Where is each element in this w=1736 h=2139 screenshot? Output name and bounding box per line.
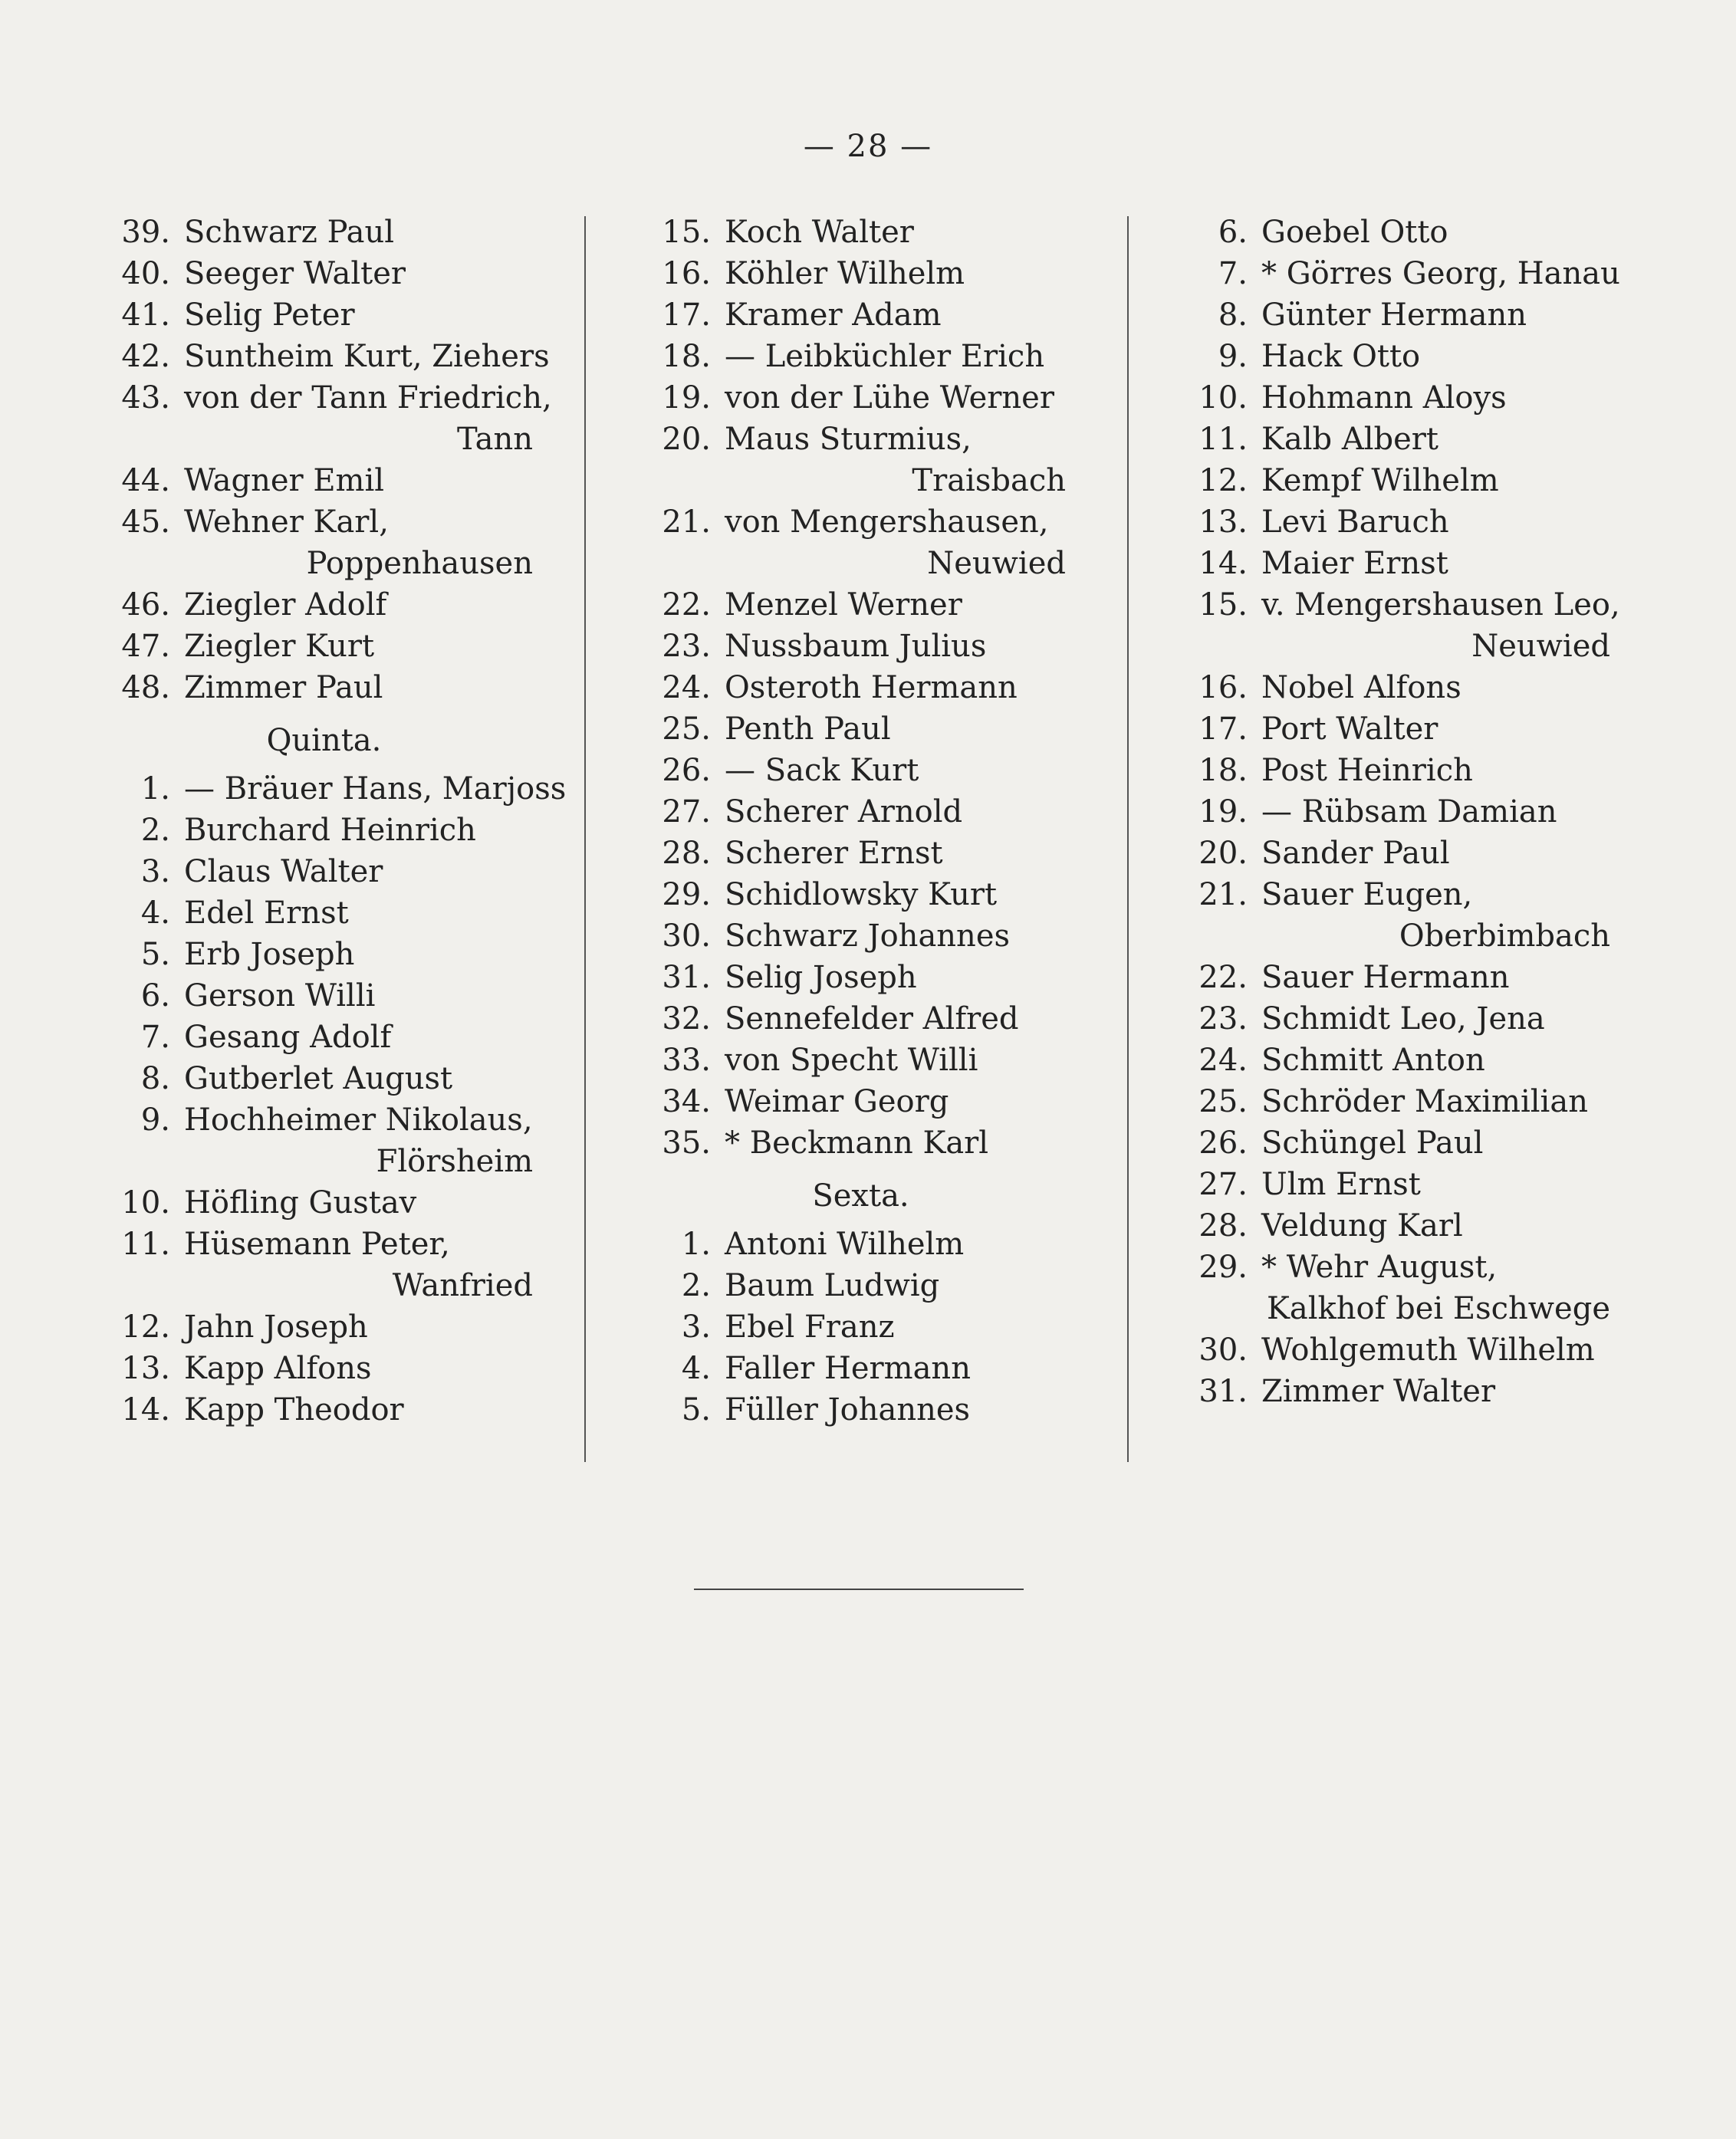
- list-item-name: Port Walter: [1261, 711, 1438, 747]
- list-item-number: 23.: [1198, 1001, 1248, 1037]
- list-item: [1192, 501, 1610, 543]
- list-item: [656, 667, 1066, 708]
- list-item-number: 27.: [1198, 1167, 1248, 1202]
- list-item-number: 2.: [681, 1268, 711, 1303]
- column-1-list-quinta: [115, 768, 567, 1431]
- list-item-number: 3.: [140, 854, 170, 889]
- list-item-number: 10.: [1198, 380, 1248, 416]
- list-item-number: 9.: [1218, 339, 1248, 374]
- list-item-number: 39.: [121, 215, 170, 250]
- list-item-name: Oberbimbach: [1399, 918, 1610, 954]
- list-item: [656, 501, 1066, 543]
- list-item-name: Schwarz Paul: [184, 215, 395, 250]
- list-item: [115, 1224, 533, 1265]
- list-item: [115, 892, 533, 934]
- list-item-number: 7.: [140, 1020, 170, 1055]
- list-item-name: Neuwied: [927, 546, 1066, 581]
- list-item-continuation: [656, 543, 1066, 584]
- list-item-name: * Görres Georg, Hanau: [1261, 256, 1620, 291]
- list-item-name: Maus Sturmius,: [725, 422, 972, 457]
- list-item-name: Nussbaum Julius: [725, 629, 987, 664]
- list-item-number: 27.: [662, 794, 711, 830]
- list-item-name: Suntheim Kurt, Ziehers: [184, 339, 550, 374]
- list-item-name: Koch Walter: [725, 215, 914, 250]
- list-item-number: 18.: [1198, 753, 1248, 788]
- list-item-name: Schmitt Anton: [1261, 1043, 1485, 1078]
- list-item: [656, 336, 1066, 377]
- list-item: [1192, 708, 1610, 750]
- list-item-name: Osteroth Hermann: [725, 670, 1018, 705]
- list-item-name: Neuwied: [1471, 629, 1610, 664]
- list-item: [1192, 1122, 1610, 1164]
- list-item: [656, 750, 1066, 791]
- list-item: [1192, 667, 1610, 708]
- list-item-name: Kalkhof bei Eschwege: [1267, 1291, 1610, 1326]
- list-item-name: Schröder Maximilian: [1261, 1084, 1588, 1119]
- list-item-number: 25.: [662, 711, 711, 747]
- list-item: [656, 957, 1066, 998]
- list-item-number: 16.: [1198, 670, 1248, 705]
- list-item: [1192, 543, 1610, 584]
- list-item: [656, 584, 1066, 626]
- column-2-list-sexta: [656, 1224, 1066, 1431]
- list-item-number: 47.: [121, 629, 170, 664]
- list-item-number: 29.: [662, 877, 711, 912]
- list-item-number: 44.: [121, 463, 170, 498]
- list-item: [115, 336, 550, 377]
- column-3: [1192, 212, 1620, 1412]
- list-item-continuation: [1192, 626, 1610, 667]
- list-item-number: 31.: [662, 960, 711, 995]
- list-item-number: 28.: [1198, 1208, 1248, 1244]
- list-item-name: Wehner Karl,: [184, 504, 389, 540]
- list-item-number: 11.: [1198, 422, 1248, 457]
- list-item: [1192, 460, 1610, 501]
- list-item-number: 46.: [121, 587, 170, 623]
- list-item: [115, 1348, 533, 1389]
- list-item-name: Faller Hermann: [725, 1351, 971, 1386]
- list-item: [115, 460, 533, 501]
- end-rule: [694, 1589, 1024, 1590]
- list-item: [1192, 294, 1610, 336]
- list-item-number: 1.: [140, 771, 170, 807]
- list-item-name: Nobel Alfons: [1261, 670, 1461, 705]
- list-item: [115, 584, 533, 626]
- list-item-name: Kalb Albert: [1261, 422, 1438, 457]
- list-item: [115, 1306, 533, 1348]
- list-item: [656, 377, 1066, 419]
- list-item-name: Sauer Hermann: [1261, 960, 1510, 995]
- list-item-number: 23.: [662, 629, 711, 664]
- list-item-continuation: [656, 460, 1066, 501]
- list-item: [656, 212, 1066, 253]
- list-item-number: 15.: [662, 215, 711, 250]
- list-item: [656, 874, 1066, 915]
- list-item-name: — Leibküchler Erich: [725, 339, 1045, 374]
- list-item-number: 14.: [121, 1392, 170, 1428]
- column-2-list: [656, 212, 1066, 1164]
- list-item-name: Wanfried: [392, 1268, 533, 1303]
- list-item-name: Maier Ernst: [1261, 546, 1448, 581]
- list-item-name: Hochheimer Nikolaus,: [184, 1102, 533, 1138]
- list-item-number: 20.: [1198, 836, 1248, 871]
- list-item-name: Scherer Arnold: [725, 794, 963, 830]
- list-item-number: 42.: [121, 339, 170, 374]
- list-item-name: Schidlowsky Kurt: [725, 877, 998, 912]
- list-item-name: Goebel Otto: [1261, 215, 1448, 250]
- list-item-number: 19.: [662, 380, 711, 416]
- list-item-name: von der Lühe Werner: [725, 380, 1054, 416]
- list-item-number: 4.: [681, 1351, 711, 1386]
- list-item-name: Levi Baruch: [1261, 504, 1449, 540]
- list-item: [656, 1348, 1066, 1389]
- list-item-name: Post Heinrich: [1261, 753, 1473, 788]
- list-item-number: 41.: [121, 297, 170, 333]
- list-item-continuation: [115, 1265, 533, 1306]
- list-item-number: 6.: [1218, 215, 1248, 250]
- list-item-number: 40.: [121, 256, 170, 291]
- list-item: [115, 501, 533, 543]
- list-item: [656, 1389, 1066, 1431]
- list-item-name: Höfling Gustav: [184, 1185, 417, 1221]
- list-item-name: Flörsheim: [376, 1144, 533, 1179]
- list-item: [115, 212, 533, 253]
- list-item-name: Schüngel Paul: [1261, 1125, 1484, 1161]
- column-3-list: [1192, 212, 1620, 1412]
- list-item-number: 21.: [662, 504, 711, 540]
- list-item-continuation: [115, 419, 533, 460]
- list-item: [1192, 791, 1610, 833]
- list-item: [1192, 1081, 1610, 1122]
- list-item-number: 30.: [1198, 1332, 1248, 1368]
- list-item-number: 5.: [681, 1392, 711, 1428]
- list-item: [1192, 998, 1610, 1040]
- list-item: [115, 626, 533, 667]
- list-item-name: Baum Ludwig: [725, 1268, 940, 1303]
- list-item: [656, 1306, 1066, 1348]
- list-item-number: 1.: [681, 1227, 711, 1262]
- list-item: [656, 294, 1066, 336]
- list-item-name: von Specht Willi: [725, 1043, 978, 1078]
- list-item-name: Penth Paul: [725, 711, 891, 747]
- list-item-name: Füller Johannes: [725, 1392, 971, 1428]
- list-item-number: 28.: [662, 836, 711, 871]
- list-item: [656, 1040, 1066, 1081]
- list-item: [656, 915, 1066, 957]
- list-item: [1192, 957, 1610, 998]
- list-item: [1192, 1371, 1610, 1412]
- list-item: [656, 1265, 1066, 1306]
- list-item-name: Erb Joseph: [184, 937, 355, 972]
- list-item-number: 18.: [662, 339, 711, 374]
- list-item-name: Gutberlet August: [184, 1061, 453, 1096]
- list-item-name: Antoni Wilhelm: [725, 1227, 965, 1262]
- list-item-name: Sauer Eugen,: [1261, 877, 1473, 912]
- list-item-continuation: [1192, 1288, 1610, 1329]
- list-item-number: 48.: [121, 670, 170, 705]
- list-item-number: 14.: [1198, 546, 1248, 581]
- list-item-continuation: [115, 1141, 533, 1182]
- list-item-name: Wagner Emil: [184, 463, 385, 498]
- list-item-number: 13.: [121, 1351, 170, 1386]
- list-item: [1192, 874, 1610, 915]
- column-divider: [584, 216, 586, 1462]
- list-item-name: Ulm Ernst: [1261, 1167, 1421, 1202]
- list-item-number: 4.: [140, 895, 170, 931]
- list-item-name: Kapp Alfons: [184, 1351, 372, 1386]
- section-heading-quinta: Quinta.: [266, 723, 382, 758]
- list-item: [1192, 212, 1610, 253]
- list-item: [656, 998, 1066, 1040]
- list-item: [115, 1017, 533, 1058]
- page-number: — 28 —: [803, 129, 933, 164]
- list-item-number: 24.: [1198, 1043, 1248, 1078]
- list-item-name: Traisbach: [912, 463, 1066, 498]
- list-item: [115, 1099, 533, 1141]
- list-item-name: Selig Peter: [184, 297, 355, 333]
- list-item-number: 11.: [121, 1227, 170, 1262]
- section-heading-sexta: Sexta.: [812, 1178, 909, 1214]
- list-item-name: * Wehr August,: [1261, 1250, 1498, 1285]
- list-item-name: Hüsemann Peter,: [184, 1227, 450, 1262]
- list-item: [656, 1081, 1066, 1122]
- list-item: [1192, 833, 1610, 874]
- list-item-name: — Sack Kurt: [725, 753, 919, 788]
- list-item-number: 21.: [1198, 877, 1248, 912]
- list-item-name: Weimar Georg: [725, 1084, 949, 1119]
- list-item-name: Menzel Werner: [725, 587, 962, 623]
- list-item-continuation: [115, 543, 533, 584]
- list-item-continuation: [1192, 915, 1610, 957]
- list-item-name: Jahn Joseph: [184, 1309, 368, 1345]
- list-item: [115, 934, 533, 975]
- list-item-name: * Beckmann Karl: [725, 1125, 989, 1161]
- list-item-number: 22.: [1198, 960, 1248, 995]
- list-item-number: 31.: [1198, 1374, 1248, 1409]
- list-item-name: Sennefelder Alfred: [725, 1001, 1019, 1037]
- list-item-name: Wohlgemuth Wilhelm: [1261, 1332, 1595, 1368]
- list-item-name: Schwarz Johannes: [725, 918, 1011, 954]
- list-item: [115, 1058, 533, 1099]
- list-item-name: von Mengershausen,: [725, 504, 1049, 540]
- list-item-name: Kramer Adam: [725, 297, 942, 333]
- list-item: [1192, 419, 1610, 460]
- list-item: [1192, 336, 1610, 377]
- column-divider: [1127, 216, 1129, 1462]
- list-item-name: von der Tann Friedrich,: [184, 380, 552, 416]
- list-item-number: 15.: [1198, 587, 1248, 623]
- list-item: [656, 1122, 1066, 1164]
- list-item-name: Sander Paul: [1261, 836, 1450, 871]
- list-item-number: 25.: [1198, 1084, 1248, 1119]
- list-item-number: 12.: [121, 1309, 170, 1345]
- column-1-list: [115, 212, 552, 708]
- list-item-name: v. Mengershausen Leo,: [1261, 587, 1620, 623]
- column-2: [656, 212, 1066, 1431]
- list-item-name: Scherer Ernst: [725, 836, 943, 871]
- list-item-number: 26.: [662, 753, 711, 788]
- list-item-name: Gerson Willi: [184, 978, 376, 1014]
- list-item-number: 26.: [1198, 1125, 1248, 1161]
- list-item-number: 20.: [662, 422, 711, 457]
- list-item-name: Seeger Walter: [184, 256, 406, 291]
- list-item-number: 35.: [662, 1125, 711, 1161]
- list-item-name: Köhler Wilhelm: [725, 256, 965, 291]
- list-item-number: 45.: [121, 504, 170, 540]
- list-item-name: Günter Hermann: [1261, 297, 1527, 333]
- list-item: [115, 253, 533, 294]
- list-item: [115, 667, 533, 708]
- list-item: [656, 833, 1066, 874]
- list-item-name: — Bräuer Hans, Marjoss: [184, 771, 567, 807]
- list-item-number: 9.: [140, 1102, 170, 1138]
- list-item: [1192, 1040, 1610, 1081]
- list-item-name: Burchard Heinrich: [184, 813, 476, 848]
- list-item: [115, 975, 533, 1017]
- list-item-number: 32.: [662, 1001, 711, 1037]
- list-item: [656, 626, 1066, 667]
- list-item-name: Hohmann Aloys: [1261, 380, 1507, 416]
- list-item: [1192, 1164, 1610, 1205]
- list-item-number: 2.: [140, 813, 170, 848]
- list-item: [656, 253, 1066, 294]
- list-item: [115, 1389, 533, 1431]
- list-item: [115, 768, 567, 810]
- list-item-name: Claus Walter: [184, 854, 383, 889]
- list-item-number: 33.: [662, 1043, 711, 1078]
- list-item-number: 16.: [662, 256, 711, 291]
- list-item-name: Poppenhausen: [306, 546, 533, 581]
- list-item-name: Zimmer Paul: [184, 670, 383, 705]
- list-item-number: 30.: [662, 918, 711, 954]
- list-item-number: 10.: [121, 1185, 170, 1221]
- list-item-number: 8.: [1218, 297, 1248, 333]
- list-item: [1192, 584, 1620, 626]
- list-item-number: 19.: [1198, 794, 1248, 830]
- list-item: [115, 810, 533, 851]
- list-item: [115, 1182, 533, 1224]
- list-item: [1192, 750, 1610, 791]
- list-item-name: Tann: [457, 422, 533, 457]
- list-item: [1192, 1329, 1610, 1371]
- list-item-number: 3.: [681, 1309, 711, 1345]
- list-item-number: 29.: [1198, 1250, 1248, 1285]
- list-item-name: Ziegler Kurt: [184, 629, 375, 664]
- list-item-name: Selig Joseph: [725, 960, 917, 995]
- list-item-number: 34.: [662, 1084, 711, 1119]
- list-item-name: Kapp Theodor: [184, 1392, 404, 1428]
- list-item-name: Schmidt Leo, Jena: [1261, 1001, 1545, 1037]
- list-item-name: Zimmer Walter: [1261, 1374, 1496, 1409]
- list-item-name: Ziegler Adolf: [184, 587, 387, 623]
- list-item-number: 43.: [121, 380, 170, 416]
- list-item: [1192, 1247, 1610, 1288]
- list-item: [656, 791, 1066, 833]
- list-item-number: 7.: [1218, 256, 1248, 291]
- list-item-number: 22.: [662, 587, 711, 623]
- list-item-number: 12.: [1198, 463, 1248, 498]
- list-item: [115, 294, 533, 336]
- list-item-name: Gesang Adolf: [184, 1020, 392, 1055]
- list-item: [1192, 1205, 1610, 1247]
- list-item-name: Veldung Karl: [1261, 1208, 1463, 1244]
- list-item-name: — Rübsam Damian: [1261, 794, 1557, 830]
- list-item-number: 6.: [140, 978, 170, 1014]
- list-item: [656, 1224, 1066, 1265]
- list-item-number: 24.: [662, 670, 711, 705]
- list-item: [1192, 377, 1610, 419]
- list-item: [656, 708, 1066, 750]
- list-item: [656, 419, 1066, 460]
- list-item-number: 17.: [1198, 711, 1248, 747]
- list-item-name: Edel Ernst: [184, 895, 349, 931]
- list-item-name: Ebel Franz: [725, 1309, 895, 1345]
- list-item-number: 8.: [140, 1061, 170, 1096]
- list-item: [115, 851, 533, 892]
- list-item-number: 17.: [662, 297, 711, 333]
- column-1: [115, 212, 567, 1431]
- list-item-number: 5.: [140, 937, 170, 972]
- list-item-name: Kempf Wilhelm: [1261, 463, 1499, 498]
- list-item-number: 13.: [1198, 504, 1248, 540]
- list-item-name: Hack Otto: [1261, 339, 1421, 374]
- list-item: [1192, 253, 1620, 294]
- list-item: [115, 377, 552, 419]
